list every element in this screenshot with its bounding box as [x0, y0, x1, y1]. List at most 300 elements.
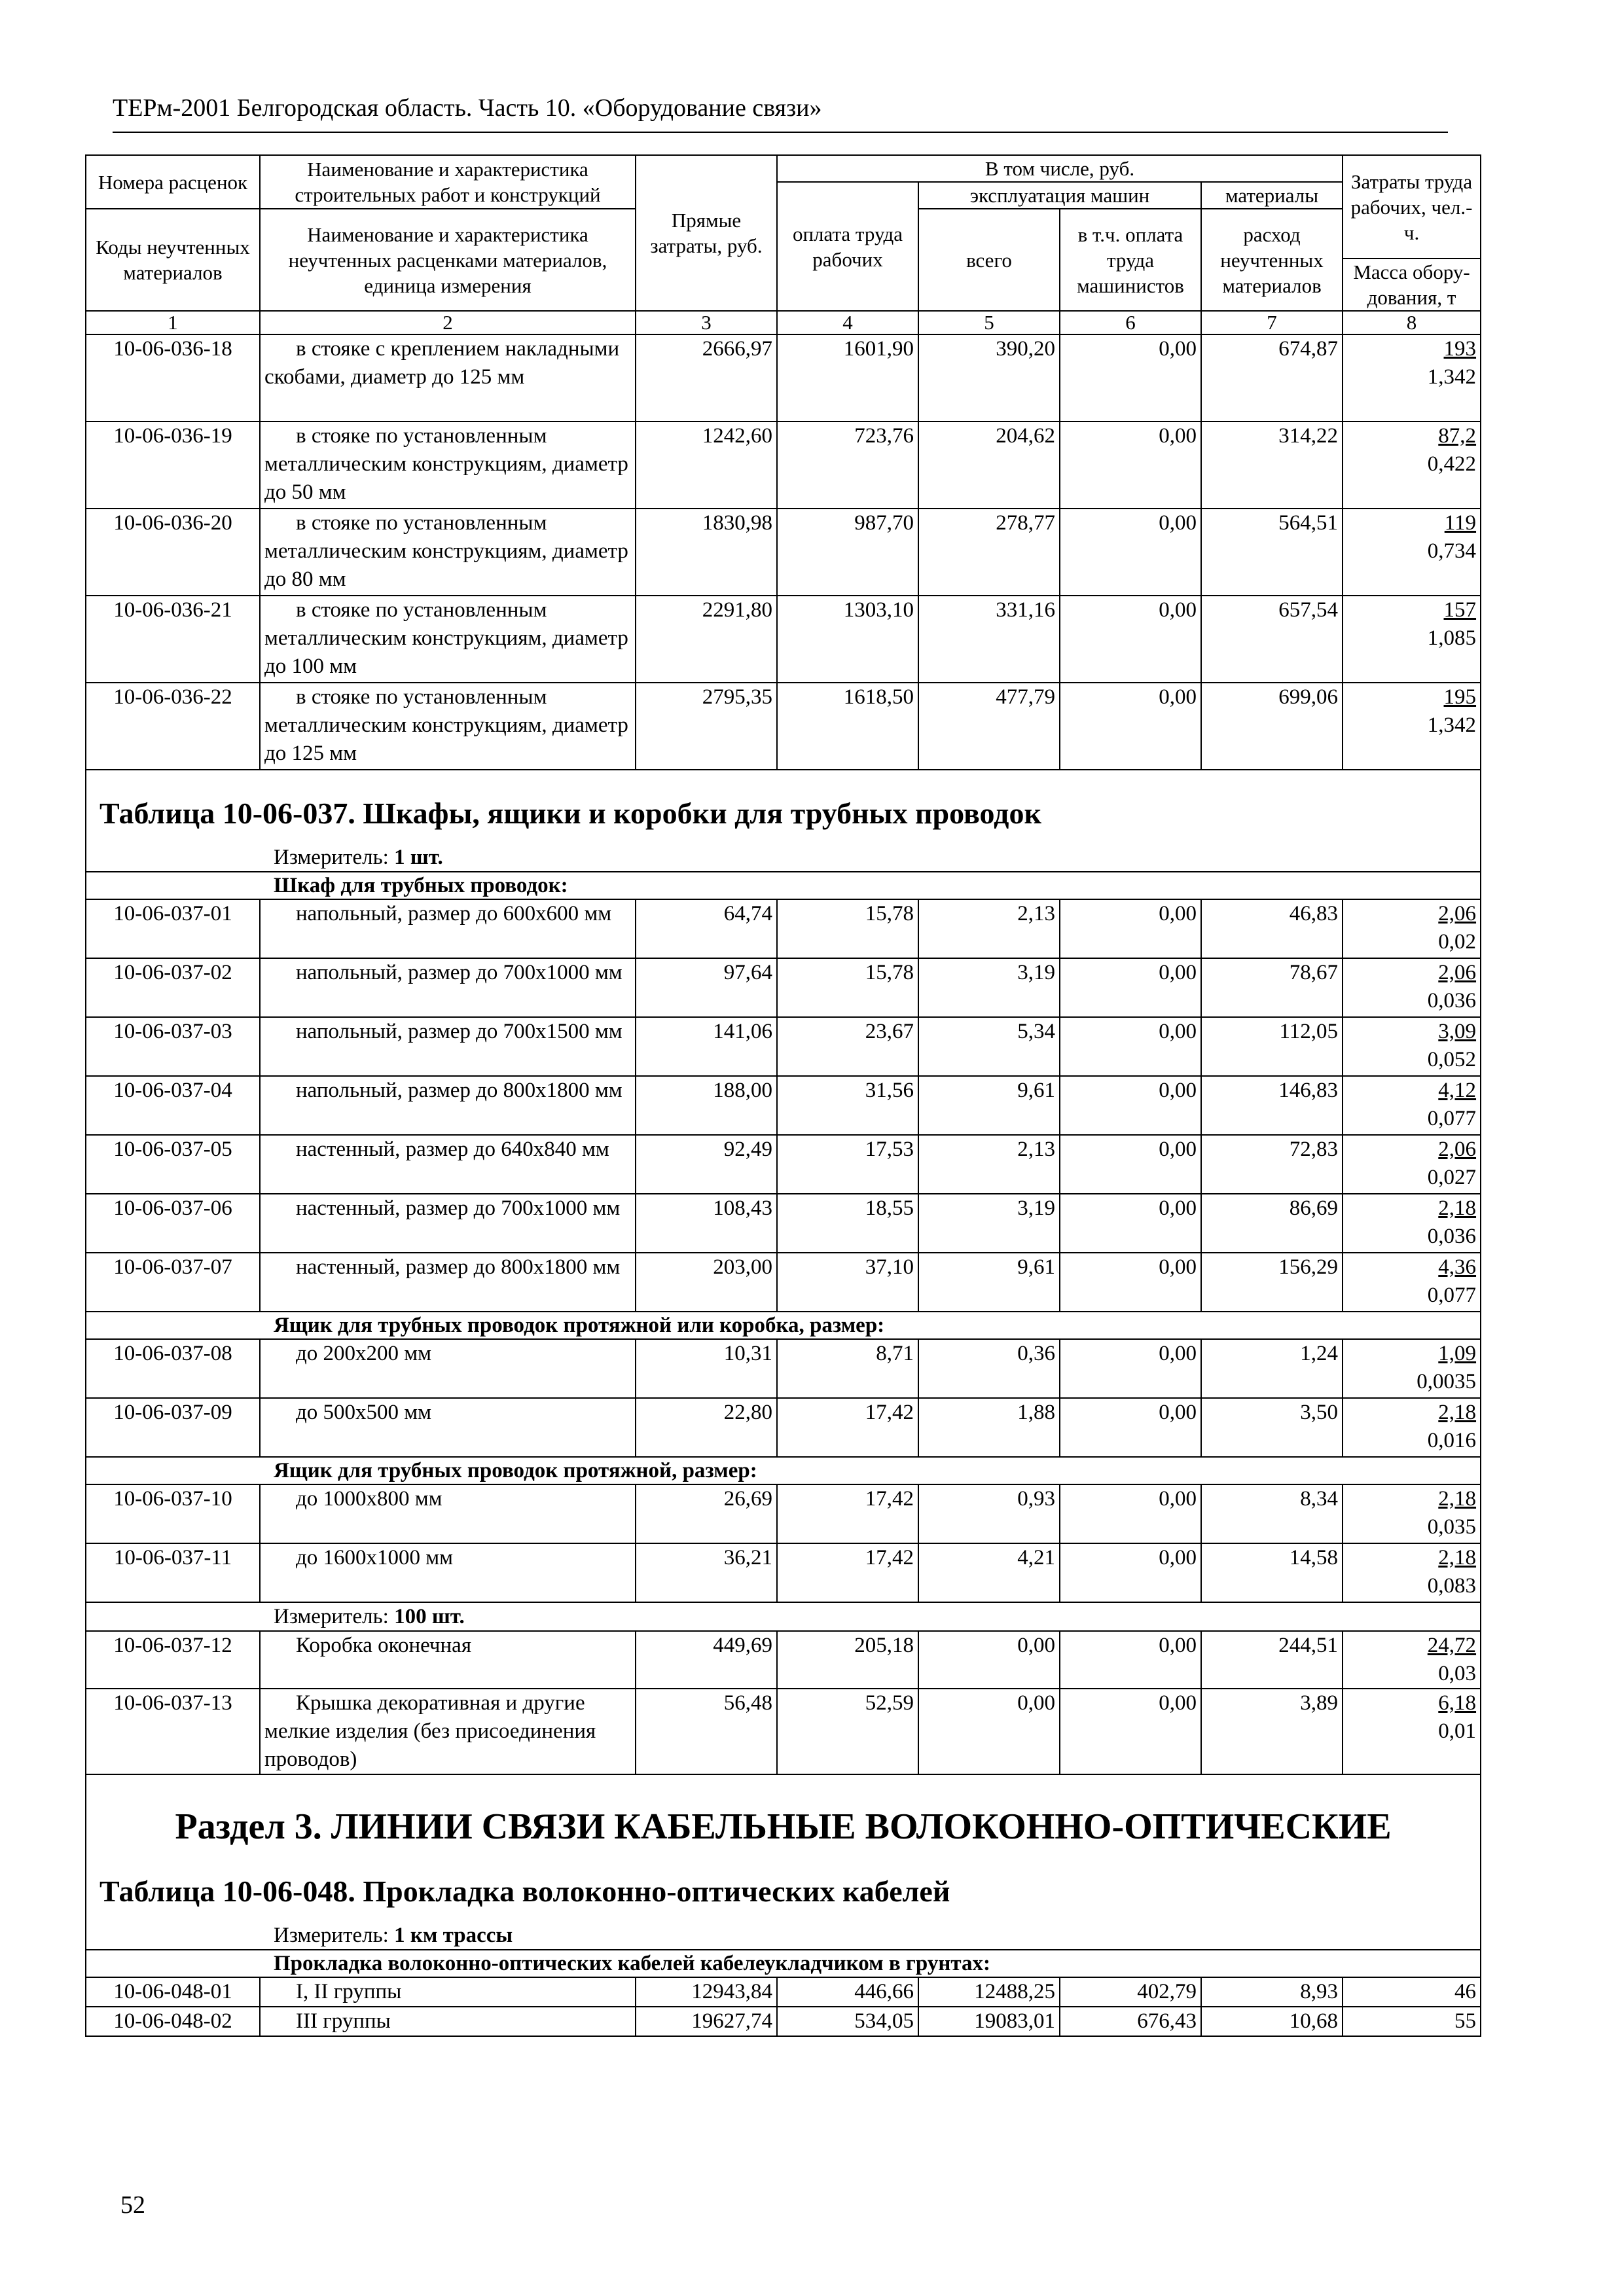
worker-pay	[777, 1017, 918, 1076]
machine-total	[918, 1543, 1060, 1602]
labor-costs: 2,06	[1438, 961, 1477, 984]
rates-table-frame	[85, 154, 1480, 2037]
labor-and-mass	[1343, 1398, 1481, 1457]
worker-pay	[777, 2007, 918, 2036]
section-title: Раздел 3. ЛИНИИ СВЯЗИ КАБЕЛЬНЫЕ ВОЛОКОННО-ОПТИЧЕСКИЕ	[86, 1774, 1481, 1865]
operator-pay	[1060, 1631, 1201, 1689]
operator-pay-text: 0,00	[1159, 424, 1197, 448]
worker-pay-text: 534,05	[854, 2009, 914, 2033]
column-number: 7	[1201, 311, 1343, 334]
table-048-title: Таблица 10-06-048. Прокладка волоконно-оптических кабелей	[86, 1865, 1481, 1922]
table-row	[86, 2007, 1481, 2036]
labor-and-mass	[1343, 422, 1481, 509]
equipment-mass: 0,035	[1427, 1515, 1477, 1539]
operator-pay-text: 0,00	[1159, 1487, 1197, 1511]
operator-pay	[1060, 683, 1201, 770]
col-materials: материалы	[1201, 182, 1343, 209]
operator-pay	[1060, 2007, 1201, 2036]
operator-pay-text: 0,00	[1159, 511, 1197, 535]
machine-total-text: 1,88	[1017, 1401, 1055, 1424]
section-3-heading	[86, 1774, 1481, 1977]
materials-cost-text: 72,83	[1289, 1138, 1339, 1161]
direct-costs	[636, 899, 777, 958]
equipment-mass: 0,077	[1427, 1283, 1477, 1307]
operator-pay-text: 0,00	[1159, 1255, 1197, 1279]
worker-pay-text: 52,59	[865, 1691, 914, 1715]
operator-pay-text: 0,00	[1159, 1079, 1197, 1102]
column-number: 3	[636, 311, 777, 334]
work-name-text: до 1000х800 мм	[296, 1487, 442, 1511]
worker-pay-text: 8,71	[876, 1342, 914, 1365]
worker-pay	[777, 422, 918, 509]
operator-pay-text: 0,00	[1159, 1020, 1197, 1043]
table-row	[86, 1135, 1481, 1194]
rate-code	[86, 1977, 260, 2007]
work-name-text: III группы	[296, 2009, 391, 2033]
work-name-text: настенный, размер до 700х1000 мм	[296, 1196, 621, 1220]
labor-and-mass	[1343, 1076, 1481, 1135]
labor-costs: 2,18	[1438, 1401, 1477, 1424]
labor-costs: 119	[1444, 511, 1477, 535]
labor-and-mass	[1343, 1543, 1481, 1602]
equipment-mass: 0,036	[1427, 989, 1477, 1013]
labor-and-mass	[1343, 509, 1481, 596]
direct-costs-text: 188,00	[713, 1079, 772, 1102]
work-name-text: напольный, размер до 800х1800 мм	[296, 1079, 623, 1102]
direct-costs	[636, 1543, 777, 1602]
rate-code-text: 10-06-037-13	[113, 1691, 232, 1715]
materials-cost	[1201, 1076, 1343, 1135]
col-equipment-mass: Масса обору-дования, т	[1343, 259, 1481, 311]
rows-table-048	[86, 1977, 1481, 2036]
worker-pay	[777, 1689, 918, 1774]
machine-total	[918, 1135, 1060, 1194]
materials-cost	[1201, 422, 1343, 509]
operator-pay-text: 0,00	[1159, 1196, 1197, 1220]
rate-code	[86, 1339, 260, 1398]
labor-and-mass	[1343, 1339, 1481, 1398]
worker-pay	[777, 1076, 918, 1135]
worker-pay-text: 17,42	[865, 1546, 914, 1570]
table-row	[86, 1689, 1481, 1774]
table-row	[86, 422, 1481, 509]
work-name	[260, 1631, 636, 1689]
worker-pay-text: 723,76	[854, 424, 914, 448]
worker-pay-text: 1303,10	[843, 598, 914, 622]
rows-end-boxes	[86, 1631, 1481, 1774]
machine-total-text: 2,13	[1017, 1138, 1055, 1161]
table-row	[86, 334, 1481, 422]
column-number: 8	[1343, 311, 1481, 334]
rate-code-text: 10-06-037-09	[113, 1401, 232, 1424]
column-number: 4	[777, 311, 918, 334]
operator-pay	[1060, 899, 1201, 958]
direct-costs-text: 64,74	[723, 902, 772, 925]
col-rate-numbers: Номера расценок	[86, 155, 260, 209]
work-name	[260, 509, 636, 596]
col-unaccounted-materials: расход неучтенных материалов	[1201, 209, 1343, 311]
worker-pay	[777, 1398, 918, 1457]
machine-total	[918, 422, 1060, 509]
labor-and-mass	[1343, 1689, 1481, 1774]
equipment-mass: 0,01	[1438, 1719, 1477, 1743]
materials-cost-text: 10,68	[1289, 2009, 1339, 2033]
table-row	[86, 1398, 1481, 1457]
machine-total-text: 331,16	[996, 598, 1055, 622]
rate-code-text: 10-06-048-01	[113, 1980, 232, 2003]
operator-pay	[1060, 1689, 1201, 1774]
materials-cost	[1201, 1543, 1343, 1602]
worker-pay	[777, 1484, 918, 1543]
table-row	[86, 1631, 1481, 1689]
table-row	[86, 1076, 1481, 1135]
group-heading-pull-boxes: Ящик для трубных проводок протяжной, размер:	[86, 1457, 1481, 1484]
measure-label: Измеритель:	[274, 1924, 389, 1947]
rate-code	[86, 1398, 260, 1457]
direct-costs	[636, 958, 777, 1017]
table-row	[86, 1253, 1481, 1312]
equipment-mass: 0,077	[1427, 1107, 1477, 1130]
work-name-text: Крышка декоративная и другие мелкие изделия (без присоединения проводов)	[264, 1691, 596, 1771]
labor-and-mass	[1343, 1253, 1481, 1312]
equipment-mass: 0,052	[1427, 1048, 1477, 1071]
worker-pay-text: 17,42	[865, 1487, 914, 1511]
worker-pay	[777, 899, 918, 958]
work-name-text: до 200х200 мм	[296, 1342, 432, 1365]
worker-pay	[777, 1977, 918, 2007]
col-material-codes: Коды неучтенных материалов	[86, 209, 260, 311]
machine-total	[918, 1977, 1060, 2007]
direct-costs	[636, 1076, 777, 1135]
worker-pay-text: 15,78	[865, 961, 914, 984]
work-name-text: в стояке по установленным металлическим конструкциям, диаметр до 80 мм	[264, 511, 628, 591]
machine-total	[918, 1689, 1060, 1774]
worker-pay	[777, 596, 918, 683]
worker-pay	[777, 958, 918, 1017]
work-name	[260, 422, 636, 509]
rate-code	[86, 1484, 260, 1543]
table-row	[86, 509, 1481, 596]
labor-costs: 157	[1443, 598, 1477, 622]
worker-pay	[777, 1339, 918, 1398]
equipment-mass: 0,422	[1427, 452, 1477, 476]
labor-costs: 2,06	[1438, 1138, 1477, 1161]
materials-cost	[1201, 596, 1343, 683]
work-name-text: в стояке по установленным металлическим конструкциям, диаметр до 125 мм	[264, 685, 628, 765]
labor-and-mass	[1343, 1631, 1481, 1689]
machine-total	[918, 899, 1060, 958]
materials-cost	[1201, 1253, 1343, 1312]
operator-pay-text: 0,00	[1159, 1342, 1197, 1365]
machine-total-text: 5,34	[1017, 1020, 1055, 1043]
work-name	[260, 1135, 636, 1194]
labor-and-mass	[1343, 1135, 1481, 1194]
worker-pay-text: 446,66	[854, 1980, 914, 2003]
direct-costs-text: 1242,60	[702, 424, 772, 448]
col-machine-total: всего	[918, 209, 1060, 311]
group-heading-boxes: Ящик для трубных проводок протяжной или коробка, размер:	[86, 1312, 1481, 1339]
materials-cost-text: 3,50	[1300, 1401, 1339, 1424]
table-row	[86, 1194, 1481, 1253]
materials-cost-text: 156,29	[1278, 1255, 1339, 1279]
machine-total	[918, 1194, 1060, 1253]
labor-costs: 2,18	[1438, 1487, 1477, 1511]
labor-costs: 2,18	[1438, 1546, 1477, 1570]
work-name	[260, 596, 636, 683]
direct-costs-text: 1830,98	[702, 511, 772, 535]
materials-cost	[1201, 1194, 1343, 1253]
direct-costs	[636, 1631, 777, 1689]
work-name	[260, 1977, 636, 2007]
labor-costs: 46	[1454, 1980, 1477, 2003]
operator-pay	[1060, 958, 1201, 1017]
rate-code	[86, 596, 260, 683]
col-work-name: Наименование и характеристика строительных работ и конструкций	[260, 155, 636, 209]
direct-costs	[636, 683, 777, 770]
direct-costs-text: 108,43	[713, 1196, 772, 1220]
worker-pay-text: 1601,90	[843, 337, 914, 361]
rows-pull-boxes	[86, 1484, 1481, 1602]
worker-pay-text: 31,56	[865, 1079, 914, 1102]
work-name	[260, 958, 636, 1017]
operator-pay-text: 0,00	[1159, 902, 1197, 925]
rate-code-text: 10-06-037-03	[113, 1020, 232, 1043]
materials-cost	[1201, 899, 1343, 958]
materials-cost-text: 112,05	[1279, 1020, 1339, 1043]
rate-code-text: 10-06-036-19	[113, 424, 232, 448]
labor-costs: 193	[1443, 337, 1477, 361]
work-name	[260, 1543, 636, 1602]
direct-costs	[636, 2007, 777, 2036]
labor-costs: 3,09	[1438, 1020, 1477, 1043]
worker-pay	[777, 1543, 918, 1602]
col-operator-pay: в т.ч. оплата труда машинистов	[1060, 209, 1201, 311]
col-labor-costs: Затраты труда рабочих, чел.-ч.	[1343, 155, 1481, 259]
materials-cost	[1201, 958, 1343, 1017]
rate-code	[86, 683, 260, 770]
direct-costs	[636, 509, 777, 596]
materials-cost-text: 1,24	[1300, 1342, 1339, 1365]
rate-code	[86, 1076, 260, 1135]
machine-total	[918, 1484, 1060, 1543]
direct-costs-text: 141,06	[713, 1020, 772, 1043]
equipment-mass: 0,02	[1438, 930, 1477, 954]
operator-pay	[1060, 1135, 1201, 1194]
measure-value: 1 шт.	[394, 846, 443, 869]
operator-pay-text: 0,00	[1159, 685, 1197, 709]
direct-costs-text: 203,00	[713, 1255, 772, 1279]
labor-costs: 4,12	[1438, 1079, 1477, 1102]
machine-total-text: 278,77	[996, 511, 1055, 535]
rate-code-text: 10-06-036-22	[113, 685, 232, 709]
rate-code-text: 10-06-037-05	[113, 1138, 232, 1161]
work-name	[260, 1253, 636, 1312]
column-number: 2	[260, 311, 636, 334]
column-number: 1	[86, 311, 260, 334]
machine-total-text: 9,61	[1017, 1255, 1055, 1279]
labor-costs: 1,09	[1438, 1342, 1477, 1365]
operator-pay	[1060, 1194, 1201, 1253]
labor-costs: 2,06	[1438, 902, 1477, 925]
table-048-measure	[86, 1922, 1481, 1950]
materials-cost-text: 8,93	[1300, 1980, 1339, 2003]
direct-costs-text: 92,49	[723, 1138, 772, 1161]
group-heading-cable-laying: Прокладка волоконно-оптических кабелей кабелеукладчиком в грунтах:	[86, 1950, 1481, 1977]
equipment-mass: 1,342	[1427, 365, 1477, 389]
materials-cost-text: 78,67	[1289, 961, 1339, 984]
operator-pay-text: 0,00	[1159, 337, 1197, 361]
machine-total	[918, 1398, 1060, 1457]
operator-pay-text: 402,79	[1137, 1980, 1197, 2003]
materials-cost	[1201, 1689, 1343, 1774]
rate-code	[86, 1017, 260, 1076]
machine-total	[918, 596, 1060, 683]
operator-pay	[1060, 1253, 1201, 1312]
machine-total-text: 9,61	[1017, 1079, 1055, 1102]
direct-costs-text: 2291,80	[702, 598, 772, 622]
machine-total	[918, 509, 1060, 596]
machine-total	[918, 683, 1060, 770]
machine-total	[918, 334, 1060, 422]
col-machine-operation: эксплуатация машин	[918, 182, 1201, 209]
table-row	[86, 1339, 1481, 1398]
machine-total-text: 390,20	[996, 337, 1055, 361]
labor-costs: 6,18	[1438, 1691, 1477, 1715]
machine-total-text: 477,79	[996, 685, 1055, 709]
worker-pay	[777, 1194, 918, 1253]
worker-pay-text: 1618,50	[843, 685, 914, 709]
work-name	[260, 1194, 636, 1253]
rate-code-text: 10-06-037-06	[113, 1196, 232, 1220]
table-row	[86, 1484, 1481, 1543]
direct-costs	[636, 1253, 777, 1312]
worker-pay	[777, 1135, 918, 1194]
work-name-text: настенный, размер до 640х840 мм	[296, 1138, 609, 1161]
rate-code-text: 10-06-037-10	[113, 1487, 232, 1511]
col-worker-pay: оплата труда рабочих	[777, 182, 918, 311]
header-rule	[113, 132, 1448, 133]
direct-costs	[636, 334, 777, 422]
materials-cost-text: 46,83	[1289, 902, 1339, 925]
work-name-text: настенный, размер до 800х1800 мм	[296, 1255, 621, 1279]
group-heading-cabinets: Шкаф для трубных проводок:	[86, 872, 1481, 899]
measure-label: Измеритель:	[274, 846, 389, 869]
work-name	[260, 1339, 636, 1398]
table-037-title: Таблица 10-06-037. Шкафы, ящики и коробки для трубных проводок	[86, 770, 1481, 844]
rate-code-text: 10-06-036-20	[113, 511, 232, 535]
materials-cost-text: 314,22	[1278, 424, 1339, 448]
direct-costs-text: 26,69	[723, 1487, 772, 1511]
rate-code-text: 10-06-037-01	[113, 902, 232, 925]
table-row	[86, 1977, 1481, 2007]
rate-code	[86, 422, 260, 509]
worker-pay-text: 987,70	[854, 511, 914, 535]
machine-total	[918, 1017, 1060, 1076]
column-number: 5	[918, 311, 1060, 334]
operator-pay	[1060, 334, 1201, 422]
direct-costs	[636, 1135, 777, 1194]
group-heading-boxes-wrap	[86, 1312, 1481, 1339]
materials-cost	[1201, 509, 1343, 596]
work-name-text: до 1600х1000 мм	[296, 1546, 454, 1570]
rate-code-text: 10-06-037-11	[113, 1546, 232, 1570]
operator-pay-text: 676,43	[1137, 2009, 1197, 2033]
work-name-text: Коробка оконечная	[296, 1634, 472, 1657]
labor-costs: 2,18	[1438, 1196, 1477, 1220]
worker-pay-text: 23,67	[865, 1020, 914, 1043]
rate-code-text: 10-06-036-18	[113, 337, 232, 361]
equipment-mass: 0,036	[1427, 1225, 1477, 1248]
page-header: ТЕРм-2001 Белгородская область. Часть 10. «Оборудование связи»	[113, 94, 822, 122]
labor-and-mass	[1343, 958, 1481, 1017]
worker-pay-text: 205,18	[854, 1634, 914, 1657]
machine-total	[918, 1076, 1060, 1135]
work-name	[260, 1398, 636, 1457]
rates-table	[85, 154, 1481, 2037]
direct-costs	[636, 1977, 777, 2007]
worker-pay	[777, 1631, 918, 1689]
direct-costs-text: 10,31	[723, 1342, 772, 1365]
direct-costs-text: 22,80	[723, 1401, 772, 1424]
materials-cost	[1201, 1484, 1343, 1543]
rows-cabinets	[86, 899, 1481, 1312]
equipment-mass: 1,085	[1427, 626, 1477, 650]
direct-costs-text: 36,21	[723, 1546, 772, 1570]
work-name-text: в стояке по установленным металлическим конструкциям, диаметр до 50 мм	[264, 424, 628, 504]
labor-and-mass	[1343, 1977, 1481, 2007]
materials-cost-text: 146,83	[1278, 1079, 1339, 1102]
worker-pay-text: 15,78	[865, 902, 914, 925]
machine-total-text: 204,62	[996, 424, 1055, 448]
operator-pay	[1060, 1543, 1201, 1602]
rate-code-text: 10-06-037-07	[113, 1255, 232, 1279]
table-037-heading	[86, 770, 1481, 899]
materials-cost	[1201, 1631, 1343, 1689]
operator-pay	[1060, 596, 1201, 683]
direct-costs-text: 97,64	[723, 961, 772, 984]
work-name-text: до 500х500 мм	[296, 1401, 432, 1424]
work-name-text: напольный, размер до 600х600 мм	[296, 902, 612, 925]
direct-costs-text: 56,48	[723, 1691, 772, 1715]
materials-cost	[1201, 1017, 1343, 1076]
worker-pay-text: 17,42	[865, 1401, 914, 1424]
rate-code	[86, 2007, 260, 2036]
work-name	[260, 1076, 636, 1135]
machine-total-text: 12488,25	[974, 1980, 1055, 2003]
rate-code-text: 10-06-048-02	[113, 2009, 232, 2033]
table-row	[86, 683, 1481, 770]
machine-total-text: 3,19	[1017, 1196, 1055, 1220]
group-heading-pull-boxes-wrap	[86, 1457, 1481, 1484]
table-037-measure-100	[86, 1602, 1481, 1631]
work-name-text: в стояке по установленным металлическим конструкциям, диаметр до 100 мм	[264, 598, 628, 678]
labor-costs: 24,72	[1427, 1634, 1477, 1657]
rate-code	[86, 509, 260, 596]
direct-costs	[636, 596, 777, 683]
worker-pay	[777, 683, 918, 770]
equipment-mass: 1,342	[1427, 713, 1477, 737]
labor-and-mass	[1343, 1017, 1481, 1076]
operator-pay	[1060, 1398, 1201, 1457]
operator-pay-text: 0,00	[1159, 961, 1197, 984]
materials-cost	[1201, 1135, 1343, 1194]
labor-costs: 55	[1454, 2009, 1477, 2033]
machine-total-text: 4,21	[1017, 1546, 1055, 1570]
materials-cost-text: 8,34	[1300, 1487, 1339, 1511]
materials-cost	[1201, 1398, 1343, 1457]
direct-costs	[636, 1484, 777, 1543]
operator-pay-text: 0,00	[1159, 1401, 1197, 1424]
